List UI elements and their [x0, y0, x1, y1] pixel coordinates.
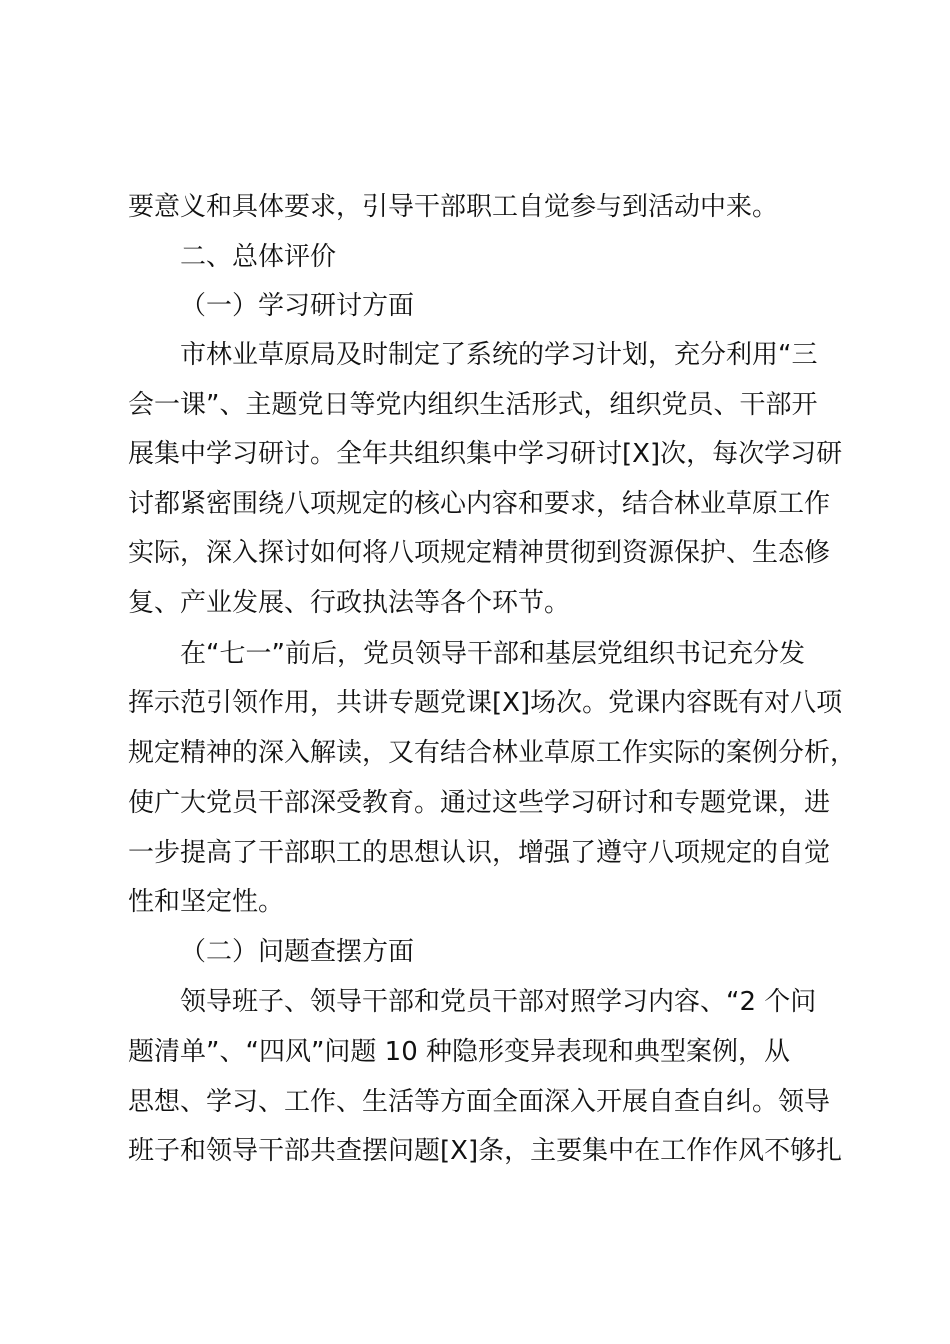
text-line-9: 复、产业发展、行政执法等各个环节。 — [128, 588, 571, 618]
text-line-4: 市林业草原局及时制定了系统的学习计划，充分利用“三 — [180, 340, 818, 370]
text-line-7: 讨都紧密围绕八项规定的核心内容和要求，结合林业草原工作 — [128, 489, 831, 519]
text-line-12: 规定精神的深入解读，又有结合林业草原工作实际的案例分析， — [128, 738, 857, 768]
text-line-6: 展集中学习研讨。全年共组织集中学习研讨[X]次，每次学习研 — [128, 439, 843, 469]
subsection-heading-problems: （二）问题查摆方面 — [180, 937, 415, 967]
text-line-20: 班子和领导干部共查摆问题[X]条，主要集中在工作作风不够扎 — [128, 1136, 843, 1166]
text-line-11: 挥示范引领作用，共讲专题党课[X]场次。党课内容既有对八项 — [128, 688, 843, 718]
section-heading-overall-evaluation: 二、总体评价 — [180, 242, 337, 272]
text-line-8: 实际，深入探讨如何将八项规定精神贯彻到资源保护、生态修 — [128, 538, 831, 568]
text-line-15: 性和坚定性。 — [128, 887, 285, 917]
text-line-1: 要意义和具体要求，引导干部职工自觉参与到活动中来。 — [128, 192, 779, 222]
subsection-heading-study: （一）学习研讨方面 — [180, 291, 415, 321]
text-line-18: 题清单”、“四风”问题 10 种隐形变异表现和典型案例，从 — [128, 1037, 791, 1067]
text-line-5: 会一课”、主题党日等党内组织生活形式，组织党员、干部开 — [128, 390, 818, 420]
text-line-13: 使广大党员干部深受教育。通过这些学习研讨和专题党课，进 — [128, 788, 831, 818]
text-line-19: 思想、学习、工作、生活等方面全面深入开展自查自纠。领导 — [128, 1087, 831, 1117]
text-line-17: 领导班子、领导干部和党员干部对照学习内容、“2 个问 — [180, 987, 817, 1017]
text-line-10: 在“七一”前后，党员领导干部和基层党组织书记充分发 — [180, 639, 805, 669]
text-line-14: 一步提高了干部职工的思想认识，增强了遵守八项规定的自觉 — [128, 838, 831, 868]
